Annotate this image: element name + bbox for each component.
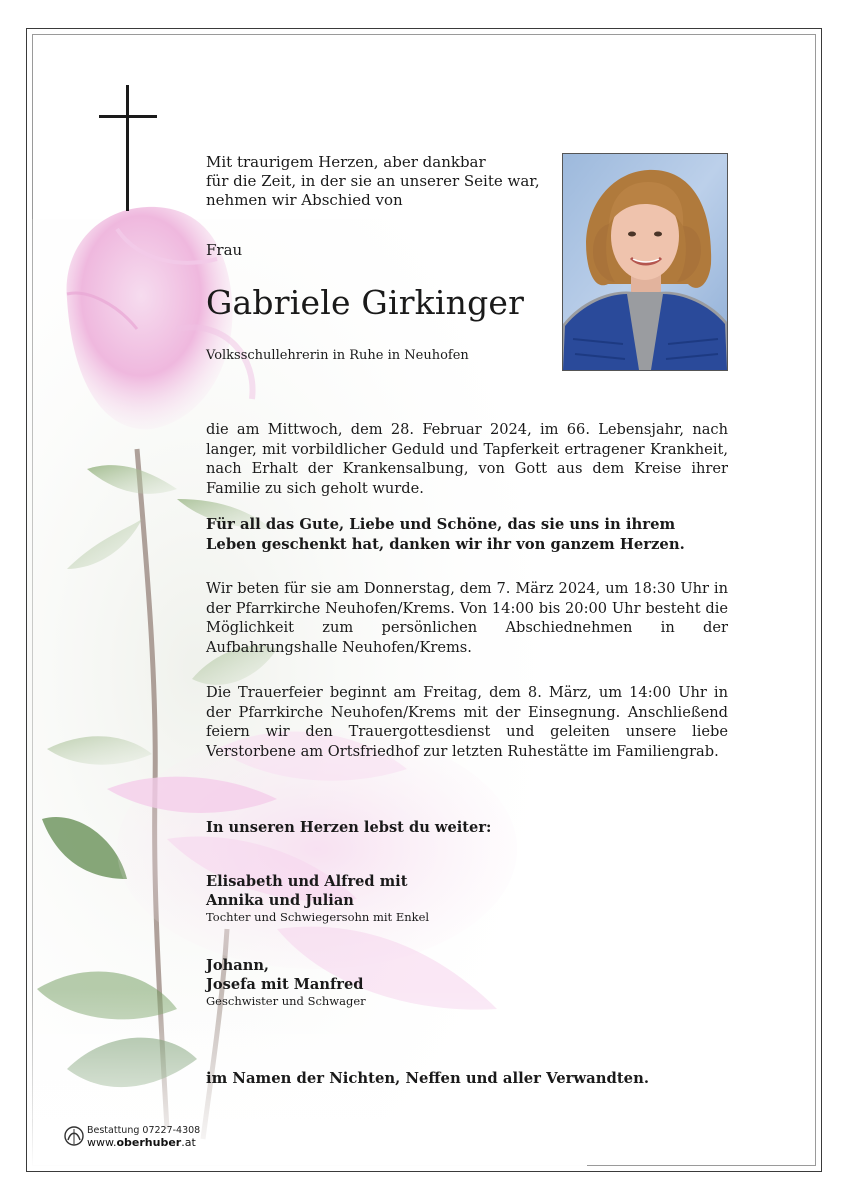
mourner-relation: Tochter und Schwiegersohn mit Enkel — [206, 910, 430, 924]
website-prefix: www. — [87, 1136, 117, 1149]
portrait-illustration — [563, 154, 727, 370]
mourner-line: Johann, — [206, 957, 270, 974]
intro-line: nehmen wir Abschied von — [206, 191, 403, 209]
mourner-line: Elisabeth und Alfred mit — [206, 873, 408, 890]
occupation: Volksschullehrerin in Ruhe in Neuhofen — [206, 348, 469, 363]
funeral-home-emblem-icon — [63, 1125, 85, 1149]
obituary-card — [26, 28, 822, 1172]
intro-line: Mit traurigem Herzen, aber dankbar — [206, 153, 486, 171]
mourner-group — [206, 956, 366, 1009]
cross-icon — [99, 85, 157, 211]
funeral-paragraph: Die Trauerfeier beginnt am Freitag, dem 8. März, um 14:00 Uhr in der Pfarrkirche Neuhofen/Krems mit der Einsegnung. Anschließend feiern wir den Trauergottesdienst und geleiten unsere liebe Verstorbene am Ortsfriedhof zur letzten Ruhestätte im Familiengrab. — [206, 684, 728, 761]
mourner-relation: Geschwister und Schwager — [206, 994, 366, 1008]
death-notice-paragraph: die am Mittwoch, dem 28. Februar 2024, im 66. Lebensjahr, nach langer, mit vorbildlicher Geduld und Tapferkeit ertragener Krankheit, nach Erhalt der Krankensalbung, von Gott aus dem Kreise ihrer Familie zu sich geholt wurde. — [206, 421, 728, 498]
funeral-home-phone: Bestattung 07227-4308 — [87, 1125, 201, 1136]
website-brand: oberhuber — [116, 1136, 182, 1149]
salutation: Frau — [206, 241, 243, 259]
in-hearts-heading: In unseren Herzen lebst du weiter: — [206, 819, 492, 836]
website-suffix: .at — [181, 1136, 196, 1149]
cross-horizontal-bar — [99, 115, 157, 118]
intro-line: für die Zeit, in der sie an unserer Seite war, — [206, 172, 540, 190]
mourner-line: Josefa mit Manfred — [206, 976, 364, 993]
funeral-home-logo — [63, 1125, 203, 1153]
thanks-paragraph: Für all das Gute, Liebe und Schöne, das sie uns in ihrem Leben geschenkt hat, danken wir ihr von ganzem Herzen. — [206, 516, 685, 553]
closing-line: im Namen der Nichten, Neffen und aller Verwandten. — [206, 1070, 649, 1087]
mourner-group — [206, 872, 429, 925]
funeral-home-website — [87, 1136, 196, 1149]
mourner-line: Annika und Julian — [206, 892, 354, 909]
portrait-photo — [562, 153, 728, 371]
deceased-name: Gabriele Girkinger — [206, 283, 525, 322]
prayer-paragraph: Wir beten für sie am Donnerstag, dem 7. März 2024, um 18:30 Uhr in der Pfarrkirche Neuhofen/Krems. Von 14:00 bis 20:00 Uhr besteht die Möglichkeit zum persönlichen Abschiednehmen in der Aufbahrungshalle Neuhofen/Krems. — [206, 580, 728, 657]
intro-text — [206, 153, 546, 210]
cross-vertical-bar — [126, 85, 129, 211]
